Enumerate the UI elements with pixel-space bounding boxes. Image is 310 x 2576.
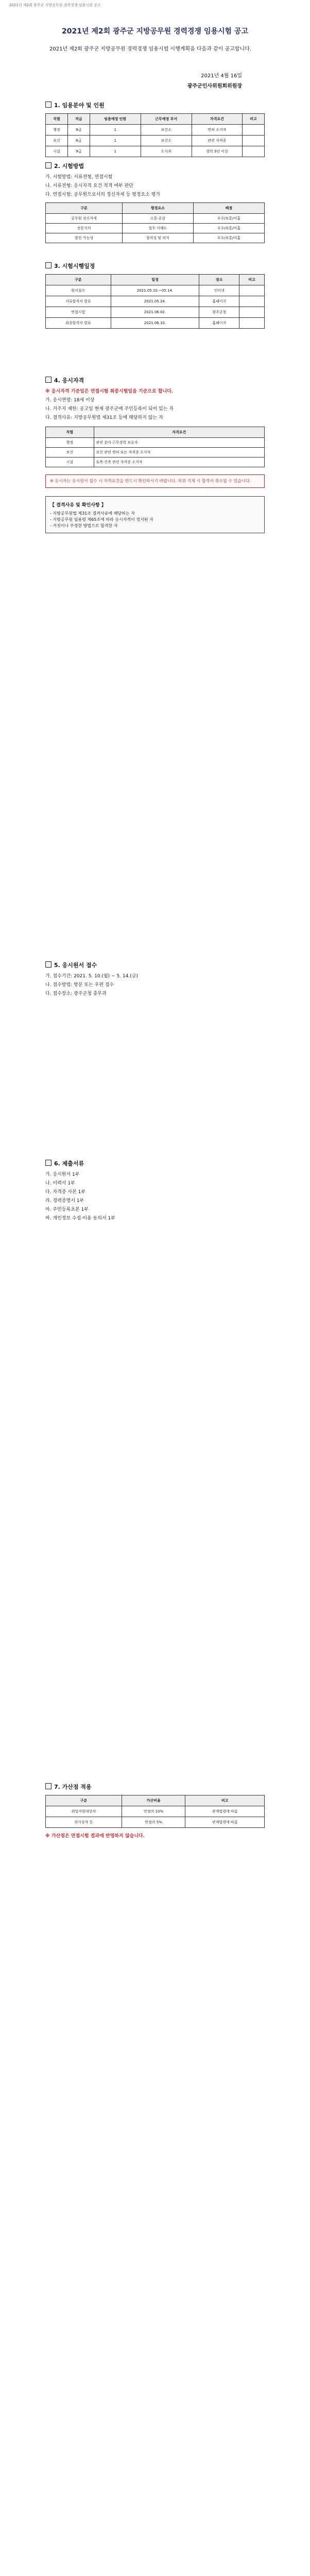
section-heading: 7. 가산점 적용 bbox=[45, 1783, 265, 1791]
table-row: 의사상자 등 만점의 5% 관계법령에 따름 bbox=[46, 1817, 265, 1828]
section-heading: 6. 제출서류 bbox=[45, 1159, 265, 1167]
section-positions bbox=[45, 101, 265, 157]
section-bonus: 7. 가산점 적용 구분 가산비율 비고 취업지원대상자 만점의 10% 관계법령에 따름 의사상자 등 만점의 5% 관계법령에 따름 ※ 가산점은 면접시험 결과에 반영하지 않습니다. bbox=[45, 1783, 265, 1842]
table-row: 공무원 정신자세 소통·공감 우수/보통/미흡 bbox=[46, 214, 265, 224]
section-heading: 4. 응시자격 bbox=[45, 376, 265, 384]
eligibility-table: 직렬 자격요건 행정 관련 분야 근무경력 보유자 보건 보건 관련 면허 또는 자격증 소지자 시설 토목·건축 관련 자격증 소지자 bbox=[45, 427, 265, 467]
section-heading: 2. 시험방법 bbox=[45, 162, 265, 170]
section-heading: 1. 임용분야 및 인원 bbox=[45, 101, 265, 109]
table-row: 최종합격자 발표 2021.06.10. 홈페이지 bbox=[46, 318, 265, 329]
section-heading: 5. 응시원서 접수 bbox=[45, 961, 265, 969]
section-application: 5. 응시원서 접수 가. 접수기간: 2021. 5. 10.(월) ~ 5. 14.(금) 나. 접수방법: 방문 또는 우편 접수 다. 접수장소: 광주군청 총무과 bbox=[45, 961, 265, 999]
table-row: 원서접수 2021.05.10.~05.14. 인터넷 bbox=[46, 285, 265, 296]
table-row: 면접시험 2021.06.02. 광주군청 bbox=[46, 307, 265, 318]
table-row: 보건 8급 1 보건소 관련 자격증 bbox=[46, 135, 265, 146]
schedule-table: 구분 일정 장소 비고 원서접수 2021.05.10.~05.14. 인터넷 서류합격자 발표 2021.05.24. 홈페이지 면접시험 2021.06.02. 광주군청 최종합격자 발표 2021.06.10. 홈페이지 bbox=[45, 274, 265, 329]
table-row: 행정 관련 분야 근무경력 보유자 bbox=[46, 438, 265, 448]
table-row: 전문지식 업무 이해도 우수/보통/미흡 bbox=[46, 224, 265, 233]
table-row: 서류합격자 발표 2021.05.24. 홈페이지 bbox=[46, 296, 265, 307]
positions-table: 직렬 직급 임용예정 인원 근무예정 부서 자격요건 비고 행정 9급 1 보건소 면허 소지자 보건 8급 1 보건소 관련 자격증 시설 9급 1 도시과 경력 3년 이상 bbox=[45, 113, 265, 157]
announcement-date: 2021년 4월 16일 bbox=[201, 73, 242, 79]
red-warning-notice: ※ 응시자는 응시원서 접수 시 자격요건을 반드시 확인하시기 바랍니다. 허위 기재 시 합격이 취소될 수 있습니다. bbox=[45, 474, 265, 488]
table-row: 보건 보건 관련 면허 또는 자격증 소지자 bbox=[46, 448, 265, 457]
section-method: 2. 시험방법 가. 시험방법: 서류전형, 면접시험 나. 서류전형: 응시자격 요건 적격 여부 판단 다. 면접시험: 공무원으로서의 정신자세 등 평정요소 평가 구분 평정요소 배점 공무원 정신자세 소통·공감 우수/보통/미흡 전문지식 업무 이해도 우수/보통/미흡 발전 가능성 창의성 및 의지 우수/보통/미흡 bbox=[45, 162, 265, 243]
table-row: 행정 9급 1 보건소 면허 소지자 bbox=[46, 125, 265, 135]
table-row: 취업지원대상자 만점의 10% 관계법령에 따름 bbox=[46, 1806, 265, 1817]
table-row: 시설 9급 1 도시과 경력 3년 이상 bbox=[46, 146, 265, 157]
bonus-table: 구분 가산비율 비고 취업지원대상자 만점의 10% 관계법령에 따름 의사상자 등 만점의 5% 관계법령에 따름 bbox=[45, 1795, 265, 1828]
table-row: 시설 토목·건축 관련 자격증 소지자 bbox=[46, 457, 265, 467]
intro-text: 2021년 제2회 광주군 지방공무원 경력경쟁 임용시험 시행계획을 다음과 같이 공고합니다. bbox=[49, 46, 252, 52]
table-row: 발전 가능성 창의성 및 의지 우수/보통/미흡 bbox=[46, 233, 265, 243]
section-schedule bbox=[45, 262, 265, 329]
method-table: 구분 평정요소 배점 공무원 정신자세 소통·공감 우수/보통/미흡 전문지식 업무 이해도 우수/보통/미흡 발전 가능성 창의성 및 의지 우수/보통/미흡 bbox=[45, 202, 265, 243]
document-top-header: 2021년 제2회 광주군 지방공무원 경력경쟁 임용시험 공고 bbox=[9, 3, 101, 7]
section-eligibility: 4. 응시자격 ※ 응시자격 기준일은 면접시험 최종시험일을 기준으로 합니다. 가. 응시연령: 18세 이상 나. 거주지 제한: 공고일 현재 광주군에 주민등록이 되어 있는 자 다. 결격사유: 지방공무원법 제31조 등에 해당하지 않는 자 직렬 자격요건 행정 관련 분야 근무경력 보유자 보건 보건 관련 면허 또는 자격증 소지자 시설 토목·건축 관련 자격증 소지자 ※ 응시자는 응시원서 접수 시 자격요건을 반드시 확인하시기 바랍니다. 허위 기재 시 합격이 취소될 수 있습니다. 【 결격사유 및 확인사항 】 - 지방공무원법 제31조 결격사유에 해당하는 자 - 지방공무원 임용령 제65조에 따라 응시자격이 정지된 자 - 거짓이나 부정한 방법으로 합격한 자 bbox=[45, 376, 265, 533]
section-heading: 3. 시험시행일정 bbox=[45, 262, 265, 270]
organization-name: 광주군인사위원회위원장 bbox=[187, 83, 242, 89]
disqualification-box: 【 결격사유 및 확인사항 】 - 지방공무원법 제31조 결격사유에 해당하는 자 - 지방공무원 임용령 제65조에 따라 응시자격이 정지된 자 - 거짓이나 부정한 방법으로 합격한 자 bbox=[45, 496, 265, 533]
page-title: 2021년 제2회 광주군 지방공무원 경력경쟁 임용시험 공고 bbox=[62, 27, 248, 36]
section-documents: 6. 제출서류 가. 응시원서 1부 나. 이력서 1부 다. 자격증 사본 1부 라. 경력증명서 1부 마. 주민등록초본 1부 바. 개인정보 수집·이용 동의서 1부 bbox=[45, 1159, 265, 1224]
